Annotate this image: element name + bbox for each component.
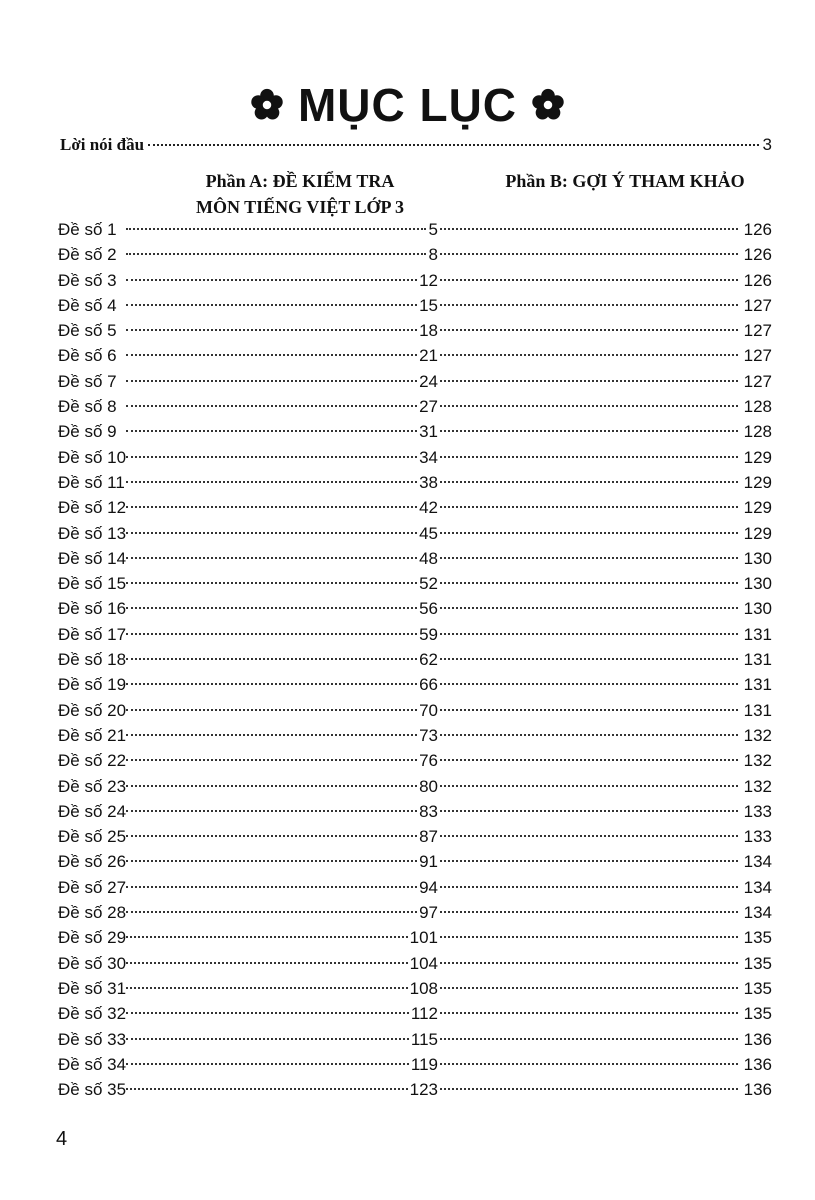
toc-row[interactable] — [58, 1077, 772, 1102]
page-a: 27 — [419, 397, 438, 417]
section-a-line2: MÔN TIẾNG VIỆT LỚP 3 — [195, 197, 405, 217]
leader-dots — [126, 911, 417, 913]
page-b: 129 — [743, 472, 772, 492]
toc-row[interactable] — [58, 268, 772, 293]
preface-entry[interactable] — [60, 135, 772, 155]
page-b: 135 — [743, 1004, 772, 1024]
page-b: 128 — [743, 422, 772, 442]
entry-label: Đề số 32 — [58, 1004, 127, 1024]
leader-dots — [440, 810, 738, 812]
entry-label: Đề số 6 — [58, 346, 117, 366]
toc-row[interactable] — [58, 875, 772, 900]
page-b: 126 — [743, 220, 772, 239]
leader-dots — [126, 683, 417, 685]
entry-label: Đề số 25 — [58, 827, 127, 847]
page-a: 8 — [428, 245, 438, 265]
page-a: 80 — [419, 776, 438, 796]
page-a: 94 — [419, 877, 438, 897]
entry-label: Đề số 35 — [58, 1080, 127, 1100]
entry-label: Đề số 1 — [58, 220, 117, 239]
page-b: 132 — [743, 751, 772, 771]
leader-dots — [126, 987, 408, 989]
toc-row[interactable] — [58, 849, 772, 874]
page-b: 127 — [743, 321, 772, 341]
entry-label: Đề số 11 — [58, 472, 125, 492]
entry-label: Đề số 5 — [58, 321, 117, 341]
leader-dots — [126, 582, 417, 584]
section-b-heading — [500, 168, 750, 194]
page-b: 136 — [743, 1054, 772, 1074]
leader-dots — [126, 380, 417, 382]
toc-row[interactable] — [58, 343, 772, 368]
entry-label: Đề số 17 — [58, 624, 127, 644]
toc-row[interactable] — [58, 470, 772, 495]
page-a: 24 — [419, 371, 438, 391]
leader-dots — [440, 886, 738, 888]
toc-row[interactable] — [58, 698, 772, 723]
page-b: 132 — [743, 725, 772, 745]
toc-row[interactable] — [58, 900, 772, 925]
entry-label: Đề số 15 — [58, 574, 127, 594]
page-b: 128 — [743, 397, 772, 417]
page-b: 134 — [743, 852, 772, 872]
leader-dots — [126, 304, 417, 306]
leader-dots — [126, 354, 417, 356]
toc-row[interactable] — [58, 647, 772, 672]
leader-dots — [126, 759, 417, 761]
toc-row[interactable] — [58, 925, 772, 950]
page-a: 101 — [409, 928, 438, 948]
entry-label: Đề số 31 — [58, 978, 127, 998]
page-a: 21 — [419, 346, 438, 366]
page-a: 31 — [419, 422, 438, 442]
page-b: 135 — [743, 953, 772, 973]
page-a: 38 — [419, 472, 438, 492]
preface-label: Lời nói đầu — [60, 135, 145, 154]
page-b: 129 — [743, 523, 772, 543]
page-a: 97 — [419, 903, 438, 923]
entry-label: Đề số 12 — [58, 498, 127, 518]
entry-label: Đề số 10 — [58, 447, 127, 467]
leader-dots — [440, 329, 738, 331]
leader-dots — [440, 405, 738, 407]
leader-dots — [440, 456, 738, 458]
leader-dots — [126, 860, 417, 862]
page-b: 129 — [743, 498, 772, 518]
leader-dots — [126, 709, 417, 711]
page-b: 131 — [743, 675, 772, 695]
page-b: 136 — [743, 1080, 772, 1100]
entry-label: Đề số 16 — [58, 599, 127, 619]
entry-label: Đề số 19 — [58, 675, 127, 695]
toc-row[interactable] — [58, 419, 772, 444]
entry-label: Đề số 7 — [58, 371, 117, 391]
leader-dots — [126, 1012, 409, 1014]
entry-label: Đề số 26 — [58, 852, 127, 872]
entry-label: Đề số 22 — [58, 751, 127, 771]
leader-dots — [126, 734, 417, 736]
page-b: 127 — [743, 346, 772, 366]
page-b: 127 — [743, 371, 772, 391]
leader-dots — [440, 557, 738, 559]
page-a: 108 — [409, 978, 438, 998]
page-b: 131 — [743, 650, 772, 670]
leader-dots — [440, 962, 738, 964]
leader-dots — [440, 481, 738, 483]
page-b: 131 — [743, 624, 772, 644]
section-b-title: Phần B: GỢI Ý THAM KHẢO — [505, 171, 745, 191]
page-a: 70 — [419, 700, 438, 720]
page-a: 59 — [419, 624, 438, 644]
toc-row[interactable] — [58, 1027, 772, 1052]
toc-row[interactable] — [58, 293, 772, 318]
leader-dots — [126, 532, 417, 534]
entry-label: Đề số 20 — [58, 700, 127, 720]
toc-row[interactable] — [58, 976, 772, 1001]
page-b: 133 — [743, 801, 772, 821]
leader-dots — [440, 633, 738, 635]
toc-row[interactable] — [58, 521, 772, 546]
page-a: 115 — [410, 1029, 438, 1049]
leader-dots — [126, 481, 417, 483]
page-a: 56 — [419, 599, 438, 619]
page-b: 136 — [743, 1029, 772, 1049]
leader-dots — [440, 734, 738, 736]
page-a: 45 — [419, 523, 438, 543]
page-b: 134 — [743, 903, 772, 923]
leader-dots — [440, 380, 738, 382]
leader-dots — [440, 1012, 738, 1014]
entry-label: Đề số 4 — [58, 295, 117, 315]
leader-dots — [126, 785, 417, 787]
entry-label: Đề số 3 — [58, 270, 117, 290]
flower-icon — [531, 88, 565, 122]
leader-dots — [126, 456, 417, 458]
leader-dots — [126, 886, 417, 888]
page-a: 12 — [419, 270, 438, 290]
leader-dots — [440, 683, 738, 685]
toc-row[interactable] — [58, 445, 772, 470]
leader-dots — [440, 658, 738, 660]
leader-dots — [440, 253, 738, 255]
leader-dots — [440, 506, 738, 508]
toc-row[interactable] — [58, 951, 772, 976]
leader-dots — [440, 860, 738, 862]
toc-row[interactable] — [58, 596, 772, 621]
page-b: 126 — [743, 270, 772, 290]
toc-row[interactable] — [58, 495, 772, 520]
leader-dots — [126, 835, 417, 837]
page-a: 52 — [419, 574, 438, 594]
leader-dots — [440, 759, 738, 761]
toc-row[interactable] — [58, 748, 772, 773]
leader-dots — [126, 1038, 409, 1040]
entry-label: Đề số 2 — [58, 245, 117, 265]
page-a: 5 — [428, 220, 438, 239]
leader-dots — [440, 304, 738, 306]
leader-dots — [126, 1088, 408, 1090]
page-a: 91 — [419, 852, 438, 872]
section-a-line1: Phần A: ĐỀ KIỂM TRA — [205, 171, 395, 191]
preface-page: 3 — [762, 135, 772, 154]
leader-dots — [126, 329, 417, 331]
leader-dots — [440, 1063, 738, 1065]
entry-label: Đề số 33 — [58, 1029, 127, 1049]
page-a: 48 — [419, 548, 438, 568]
leader-dots — [440, 279, 738, 281]
entry-label: Đề số 21 — [58, 725, 127, 745]
toc-row[interactable] — [58, 1001, 772, 1026]
toc-list — [58, 217, 772, 1102]
leader-dots — [148, 144, 758, 146]
leader-dots — [126, 228, 426, 230]
leader-dots — [440, 936, 738, 938]
entry-label: Đề số 34 — [58, 1054, 127, 1074]
page-number: 4 — [56, 1128, 68, 1150]
page-b: 132 — [743, 776, 772, 796]
page-b: 131 — [743, 700, 772, 720]
page-a: 18 — [419, 321, 438, 341]
page-a: 62 — [419, 650, 438, 670]
leader-dots — [126, 1063, 409, 1065]
page-a: 87 — [419, 827, 438, 847]
leader-dots — [440, 430, 738, 432]
leader-dots — [126, 253, 426, 255]
page-b: 127 — [743, 295, 772, 315]
leader-dots — [126, 962, 408, 964]
leader-dots — [126, 279, 417, 281]
toc-row[interactable] — [58, 774, 772, 799]
leader-dots — [440, 835, 738, 837]
leader-dots — [126, 405, 417, 407]
page-b: 130 — [743, 548, 772, 568]
page-b: 130 — [743, 599, 772, 619]
page-a: 104 — [409, 953, 438, 973]
toc-row[interactable] — [58, 824, 772, 849]
page-a: 15 — [419, 295, 438, 315]
leader-dots — [440, 607, 738, 609]
entry-label: Đề số 29 — [58, 928, 127, 948]
entry-label: Đề số 24 — [58, 801, 127, 821]
toc-row[interactable] — [58, 799, 772, 824]
leader-dots — [126, 557, 417, 559]
flower-icon — [250, 88, 284, 122]
toc-row[interactable] — [58, 369, 772, 394]
entry-label: Đề số 23 — [58, 776, 127, 796]
toc-row[interactable] — [58, 394, 772, 419]
page-a: 123 — [409, 1080, 438, 1100]
toc-row[interactable] — [58, 571, 772, 596]
leader-dots — [440, 1088, 738, 1090]
entry-label: Đề số 18 — [58, 650, 127, 670]
entry-label: Đề số 28 — [58, 903, 127, 923]
entry-label: Đề số 14 — [58, 548, 127, 568]
leader-dots — [440, 532, 738, 534]
leader-dots — [440, 785, 738, 787]
toc-row[interactable] — [58, 723, 772, 748]
page-a: 112 — [410, 1004, 438, 1024]
page-b: 135 — [743, 928, 772, 948]
leader-dots — [126, 658, 417, 660]
toc-row[interactable] — [58, 622, 772, 647]
leader-dots — [440, 987, 738, 989]
entry-label: Đề số 9 — [58, 422, 117, 442]
leader-dots — [440, 582, 738, 584]
leader-dots — [440, 911, 738, 913]
leader-dots — [440, 709, 738, 711]
toc-row[interactable] — [58, 242, 772, 267]
page-a: 76 — [419, 751, 438, 771]
toc-row[interactable] — [58, 672, 772, 697]
toc-row[interactable] — [58, 1052, 772, 1077]
page-b: 126 — [743, 245, 772, 265]
leader-dots — [440, 228, 738, 230]
page-b: 133 — [743, 827, 772, 847]
section-a-heading — [150, 168, 450, 220]
page-a: 73 — [419, 725, 438, 745]
leader-dots — [440, 354, 738, 356]
leader-dots — [126, 506, 417, 508]
toc-row[interactable] — [58, 546, 772, 571]
page-a: 83 — [419, 801, 438, 821]
page-a: 42 — [419, 498, 438, 518]
leader-dots — [440, 1038, 738, 1040]
page-b: 129 — [743, 447, 772, 467]
leader-dots — [126, 607, 417, 609]
page-b: 134 — [743, 877, 772, 897]
page-a: 66 — [419, 675, 438, 695]
entry-label: Đề số 13 — [58, 523, 127, 543]
toc-row[interactable] — [58, 217, 772, 242]
title-text: MỤC LỤC — [297, 79, 518, 131]
page-title — [0, 78, 815, 132]
leader-dots — [126, 633, 417, 635]
toc-row[interactable] — [58, 318, 772, 343]
page-b: 135 — [743, 978, 772, 998]
entry-label: Đề số 8 — [58, 397, 117, 417]
entry-label: Đề số 30 — [58, 953, 127, 973]
leader-dots — [126, 810, 417, 812]
page-b: 130 — [743, 574, 772, 594]
page-a: 119 — [410, 1054, 438, 1074]
entry-label: Đề số 27 — [58, 877, 127, 897]
page-a: 34 — [419, 447, 438, 467]
leader-dots — [126, 430, 417, 432]
leader-dots — [126, 936, 408, 938]
